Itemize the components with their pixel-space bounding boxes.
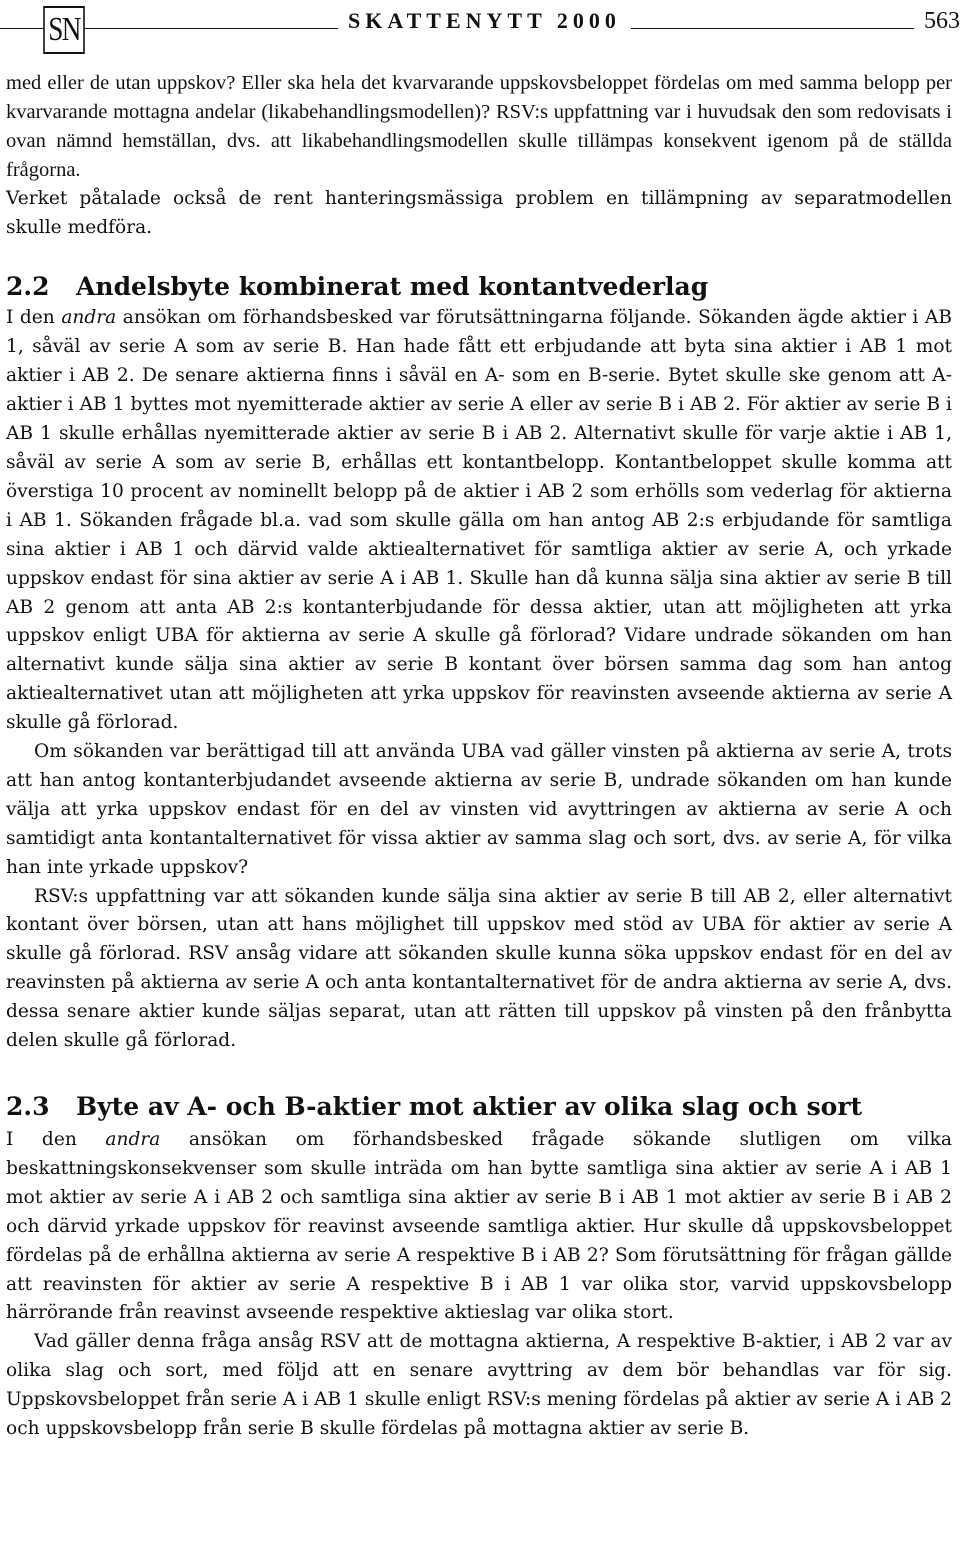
section-title: Byte av A- och B-aktier mot aktier av olika slag och sort [76, 1092, 863, 1121]
intro-paragraph: med eller de utan uppskov? Eller ska hela det kvarvarande uppskovsbeloppet fördelas om med samma belopp per kvarvarande mottagna andelar (likabehandlingsmodellen)? RSV:s uppfattning var i huvudsak den som redovisats i ovan nämnd hemställan, dvs. att likabehandlingsmodellen skulle tillämpas konsekvent igenom på de ställda frågorna. [6, 72, 952, 181]
journal-title: SKATTENYTT 2000 [338, 6, 631, 36]
text-run: ansökan om förhandsbesked var förutsättningarna följande. Sökanden ägde aktier i AB 1, såväl av serie A som av serie B. Han hade fått ett erbjudande att byta sina aktier i AB 1 mot aktier i AB 2. De senare aktierna finns i såväl en A- som en B-serie. Bytet skulle ske genom att A-aktier i AB 1 byttes mot nyemitterade aktier av serie A eller av serie B i AB 2. För aktier av serie B i AB 1 skulle erhållas nyemitterade aktier av serie B i AB 2. Alternativt skulle för varje aktie i AB 1, såväl av serie A som av serie B, erhållas ett kontantbelopp. Kontantbeloppet skulle komma att överstiga 10 procent av nominellt belopp på de aktier i AB 2 som erhölls som vederlag för aktierna i AB 1. Sökanden frågade bl.a. vad som skulle gälla om han antog AB 2:s erbjudande för samtliga sina aktier i AB 1 och därvid valde aktiealternativet för samtliga aktier av serie A, och yrkade uppskov endast för sina aktier av serie A i AB 1. Skulle han då kunna sälja sina aktier av serie B till AB 2 genom att anta AB 2:s kontanterbjudande för dessa aktier, utan att möjligheten att yrka uppskov enligt UBA för aktierna av serie A skulle gå förlorad? Vidare undrade sökanden om han alternativt kunde sälja sina aktier av serie B kontant över börsen samma dag som han antog aktiealternativet utan att möjligheten att yrka uppskov för reavinsten avseende aktierna av serie A skulle gå förlorad. [6, 307, 952, 734]
journal-logo: SN [43, 6, 85, 54]
page-header [0, 0, 960, 56]
section-heading-2-3 [6, 1092, 952, 1122]
section-2-3-paragraph-2: Vad gäller denna fråga ansåg RSV att de mottagna aktierna, A respektive B-aktier, i AB 2 var av olika slag och sort, med följd att en senare avyttring av dem bör behandlas var för sig. Uppskovsbeloppet från serie A i AB 1 skulle enligt RSV:s mening fördelas på aktier av serie A i AB 2 och uppskovsbelopp från serie B skulle fördelas på mottagna aktier av serie B. [6, 1331, 952, 1440]
section-number: 2.3 [6, 1092, 50, 1121]
section-title: Andelsbyte kombinerat med kontantvederlag [76, 272, 709, 302]
section-2-2-paragraph-1 [6, 304, 952, 738]
text-run: I den [6, 1129, 106, 1150]
text-run: ansökan om förhandsbesked frågade sökande slutligen om vilka beskattningskonsekvenser som skulle inträda om han bytte samtliga sina aktier av serie A i AB 1 mot aktier av serie A i AB 2 och samtliga sina aktier av serie B i AB 1 mot aktier av serie B i AB 2 och därvid yrkade uppskov för reavinst avseende samtliga aktier. Hur skulle då uppskovsbeloppet fördelas på de erhållna aktierna av serie A respektive B i AB 2? Som förutsättning för frågan gällde att reavinsten för aktier av serie A respektive B i AB 1 var olika stor, varvid uppskovsbelopp härrörande från reavinst avseende respektive aktieslag var olika stort. [6, 1129, 952, 1324]
section-heading-2-2 [6, 272, 952, 302]
section-number: 2.2 [6, 272, 50, 302]
article-body [6, 69, 952, 1444]
emphasis: andra [61, 307, 117, 329]
section-2-2-paragraph-2: Om sökanden var berättigad till att använda UBA vad gäller vinsten på aktierna av serie A, trots att han antog kontanterbjudandet avseende aktierna av serie B, undrade sökanden om han kunde välja att yrka uppskov endast för en del av vinsten vid avyttringen av aktierna av serie A och samtidigt anta kontantalternativet för vissa aktier av samma slag och sort, dvs. av serie A, för vilka han inte yrkade uppskov? [6, 741, 952, 878]
section-2-2-paragraph-3: RSV:s uppfattning var att sökanden kunde sälja sina aktier av serie B till AB 2, eller alternativt kontant över börsen, utan att hans möjlighet till uppskov med stöd av UBA för aktier av serie A skulle gå förlorad. RSV ansåg vidare att sökanden skulle kunna söka uppskov endast för en del av reavinsten på aktierna av serie A och anta kontantalternativet för de andra aktierna av serie A, dvs. dessa senare aktier kunde säljas separat, utan att rätten till uppskov på vinsten på den frånbytta delen skulle gå förlorad. [6, 885, 952, 1052]
emphasis: andra [105, 1129, 161, 1150]
page-number: 563 [914, 6, 960, 36]
intro-paragraph-continued: Verket påtalade också de rent hanteringsmässiga problem en tillämpning av separatmodellen skulle medföra. [6, 187, 952, 238]
section-2-3-paragraph-1 [6, 1126, 952, 1328]
text-run: I den [6, 307, 62, 329]
